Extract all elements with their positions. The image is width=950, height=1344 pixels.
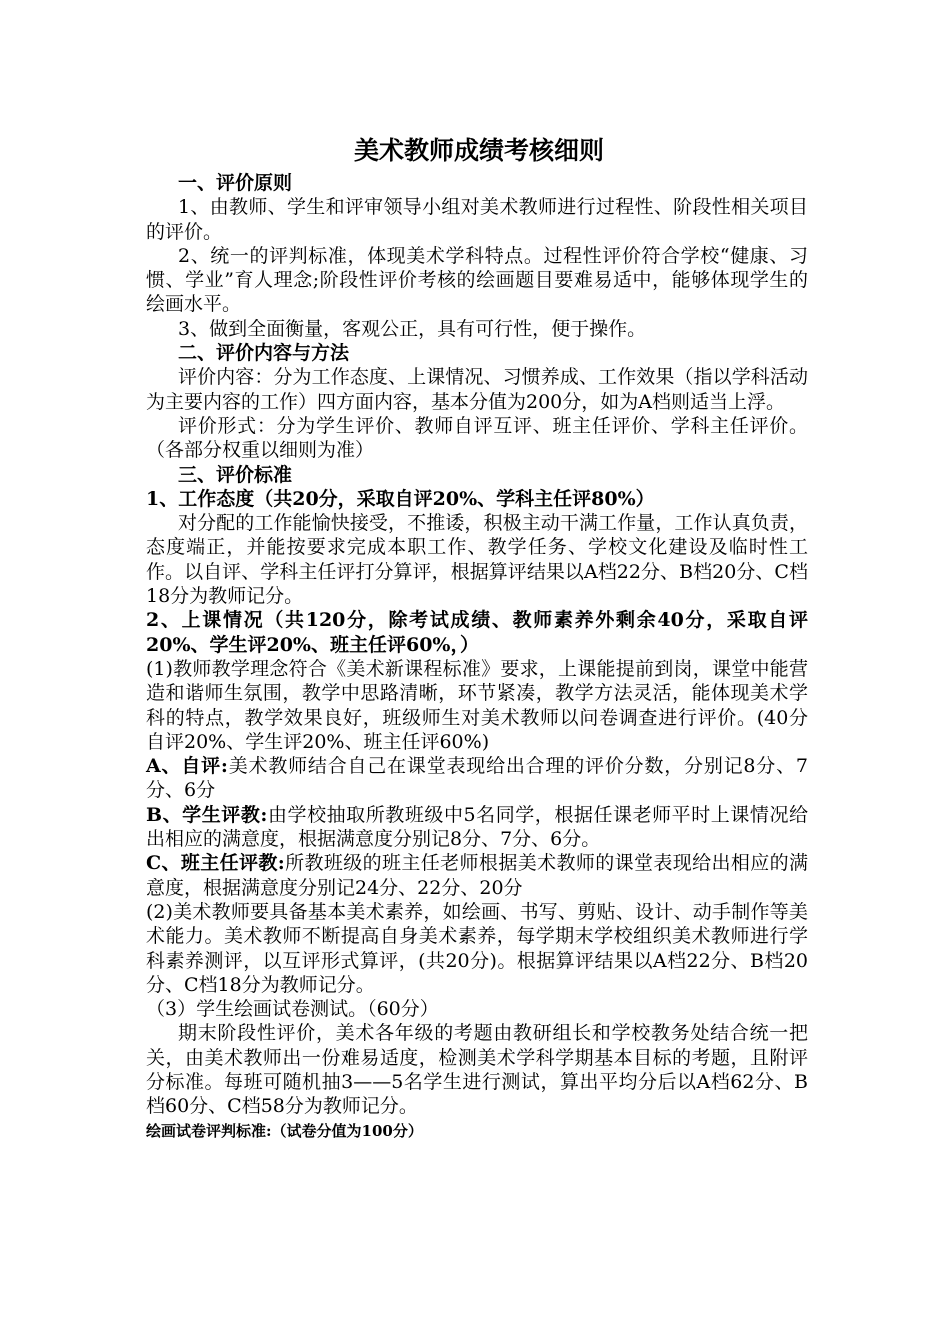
sub-b-label: B、学生评教:	[146, 803, 268, 826]
rubric-heading: 绘画试卷评判标准:（试卷分值为100分）	[146, 1121, 423, 1140]
item-2-paragraph-3: （3）学生绘画试卷测试。（60分）	[146, 998, 439, 1021]
section-1-paragraph-1: 1、由教师、学生和评审领导小组对美术教师进行过程性、阶段性相关项目的评价。	[146, 196, 808, 243]
sub-a-paragraph	[146, 754, 808, 803]
document-title: 美术教师成绩考核细则	[353, 136, 604, 165]
item-1-heading: 1、工作态度（共20分，采取自评20%、学科主任评80%）	[146, 487, 655, 510]
item-2-paragraph-1: (1)教师教学理念符合《美术新课程标准》要求，上课能提前到岗，课堂中能营造和谐师生氛围，教学中思路清晰，环节紧凑，教学方法灵活，能体现美术学科的特点，教学效果良好，班级师生对美术教师以问卷调查进行评价。(40分 自评20%、学生评20%、班主任评60%)	[146, 657, 808, 753]
sub-c-body: 所教班级的班主任老师根据美术教师的课堂表现给出相应的满意度，根据满意度分别记24分、22分、20分	[146, 852, 808, 899]
item-2-paragraph-3-body: 期末阶段性评价，美术各年级的考题由教研组长和学校教务处结合统一把关，由美术教师出一份难易适度，检测美术学科学期基本目标的考题，且附评分标准。每班可随机抽3——5名学生进行测试，算出平均分后以A档62分、B档60分、C档58分为教师记分。	[146, 1022, 808, 1118]
item-2-heading: 2、上课情况（共120分，除考试成绩、教师素养外剩余40分，采取自评20%、学生评20%、班主任评60%，）	[146, 609, 808, 656]
sub-c-label: C、班主任评教:	[146, 852, 285, 875]
section-1-heading: 一、评价原则	[178, 172, 293, 194]
sub-b-paragraph	[146, 803, 808, 852]
section-3-heading: 三、评价标准	[178, 463, 293, 486]
sub-a-label: A、自评:	[146, 755, 228, 778]
sub-b-body: 由学校抽取所教班级中5名同学，根据任课老师平时上课情况给出相应的满意度，根据满意度分别记8分、7分、6分。	[146, 803, 809, 851]
section-1-paragraph-2: 2、统一的评判标准，体现美术学科特点。过程性评价符合学校“健康、习惯、学业”育人理念;阶段性评价考核的绘画题目要难易适中，能够体现学生的绘画水平。	[146, 244, 808, 316]
sub-a-body: 美术教师结合自己在课堂表现给出合理的评价分数，分别记8分、7分、6分	[146, 755, 808, 802]
sub-c-paragraph	[146, 851, 808, 900]
section-2-paragraph-1: 评价内容：分为工作态度、上课情况、习惯养成、工作效果（指以学科活动为主要内容的工作）四方面内容，基本分值为200分，如为A档则适当上浮。	[146, 366, 808, 413]
item-2-paragraph-2: (2)美术教师要具备基本美术素养，如绘画、书写、剪贴、设计、动手制作等美术能力。美术教师不断提高自身美术素养，每学期末学校组织美术教师进行学科素养测评，以互评形式算评，(共20分)。根据算评结果以A档22分、B档20分、C档18分为教师记分。	[146, 900, 808, 996]
section-2-paragraph-2: 评价形式：分为学生评价、教师自评互评、班主任评价、学科主任评价。（各部分权重以细则为准）	[146, 414, 808, 462]
item-1-body: 对分配的工作能愉快接受，不推诿，积极主动干满工作量，工作认真负责，态度端正，并能按要求完成本职工作、教学任务、学校文化建设及临时性工作。以自评、学科主任评打分算评，根据算评结果以A档22分、B档20分、C档18分为教师记分。	[146, 512, 808, 608]
section-1-paragraph-3: 3、做到全面衡量，客观公正，具有可行性，便于操作。	[178, 317, 647, 340]
section-2-heading: 二、评价内容与方法	[178, 342, 350, 365]
